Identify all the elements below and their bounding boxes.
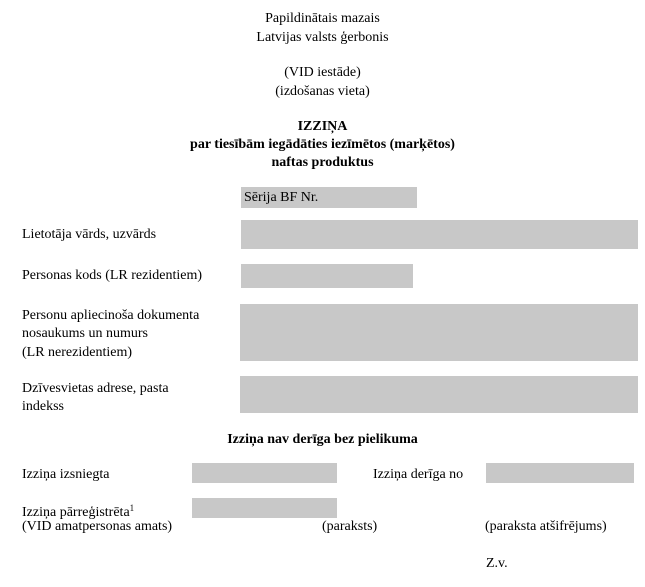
document-subtitle-line-2: naftas produktus — [271, 155, 374, 170]
personal-code-label: Personas kods (LR rezidentiem) — [22, 268, 203, 283]
id-document-label-line-1: Personu apliecinoša dokumenta — [22, 308, 200, 323]
address-input[interactable] — [240, 376, 638, 413]
id-document-label-line-2: nosaukums un numurs — [22, 326, 148, 341]
address-label-line-1: Dzīvesvietas adrese, pasta — [22, 381, 169, 396]
user-name-label: Lietotāja vārds, uzvārds — [22, 227, 157, 242]
issued-label: Izziņa izsniegta — [22, 467, 110, 482]
official-position-caption: (VID amatpersonas amats) — [22, 519, 173, 534]
user-name-input[interactable] — [241, 220, 638, 249]
id-document-label-line-3: (LR nerezidentiem) — [22, 345, 133, 360]
signature-caption: (paraksts) — [322, 519, 378, 534]
valid-from-label: Izziņa derīga no — [373, 467, 464, 482]
validity-notice: Izziņa nav derīga bez pielikuma — [227, 432, 418, 447]
issuing-office-label: (VID iestāde) — [284, 65, 361, 80]
reregistered-label-text: Izziņa pārreģistrēta — [22, 505, 130, 520]
valid-from-input[interactable] — [486, 463, 634, 483]
coat-of-arms-line-1: Papildinātais mazais — [265, 11, 380, 26]
signature-decoding-caption: (paraksta atšifrējums) — [485, 519, 607, 534]
reregistered-footnote-marker: 1 — [129, 503, 135, 513]
id-document-input[interactable] — [240, 304, 638, 361]
issue-place-label: (izdošanas vieta) — [275, 84, 370, 99]
series-number-label: Sērija BF Nr. — [244, 190, 319, 205]
series-number-field[interactable] — [241, 187, 417, 208]
document-subtitle-line-1: par tiesībām iegādāties iezīmētos (marķētos) — [190, 137, 455, 152]
stamp-place-label: Z.v. — [486, 556, 508, 571]
address-label-line-2: indekss — [22, 399, 64, 414]
issued-date-input[interactable] — [192, 463, 337, 483]
personal-code-input[interactable] — [241, 264, 413, 288]
reregistered-input[interactable] — [192, 498, 337, 518]
coat-of-arms-line-2: Latvijas valsts ģerbonis — [256, 30, 389, 45]
document-title: IZZIŅA — [297, 119, 348, 134]
